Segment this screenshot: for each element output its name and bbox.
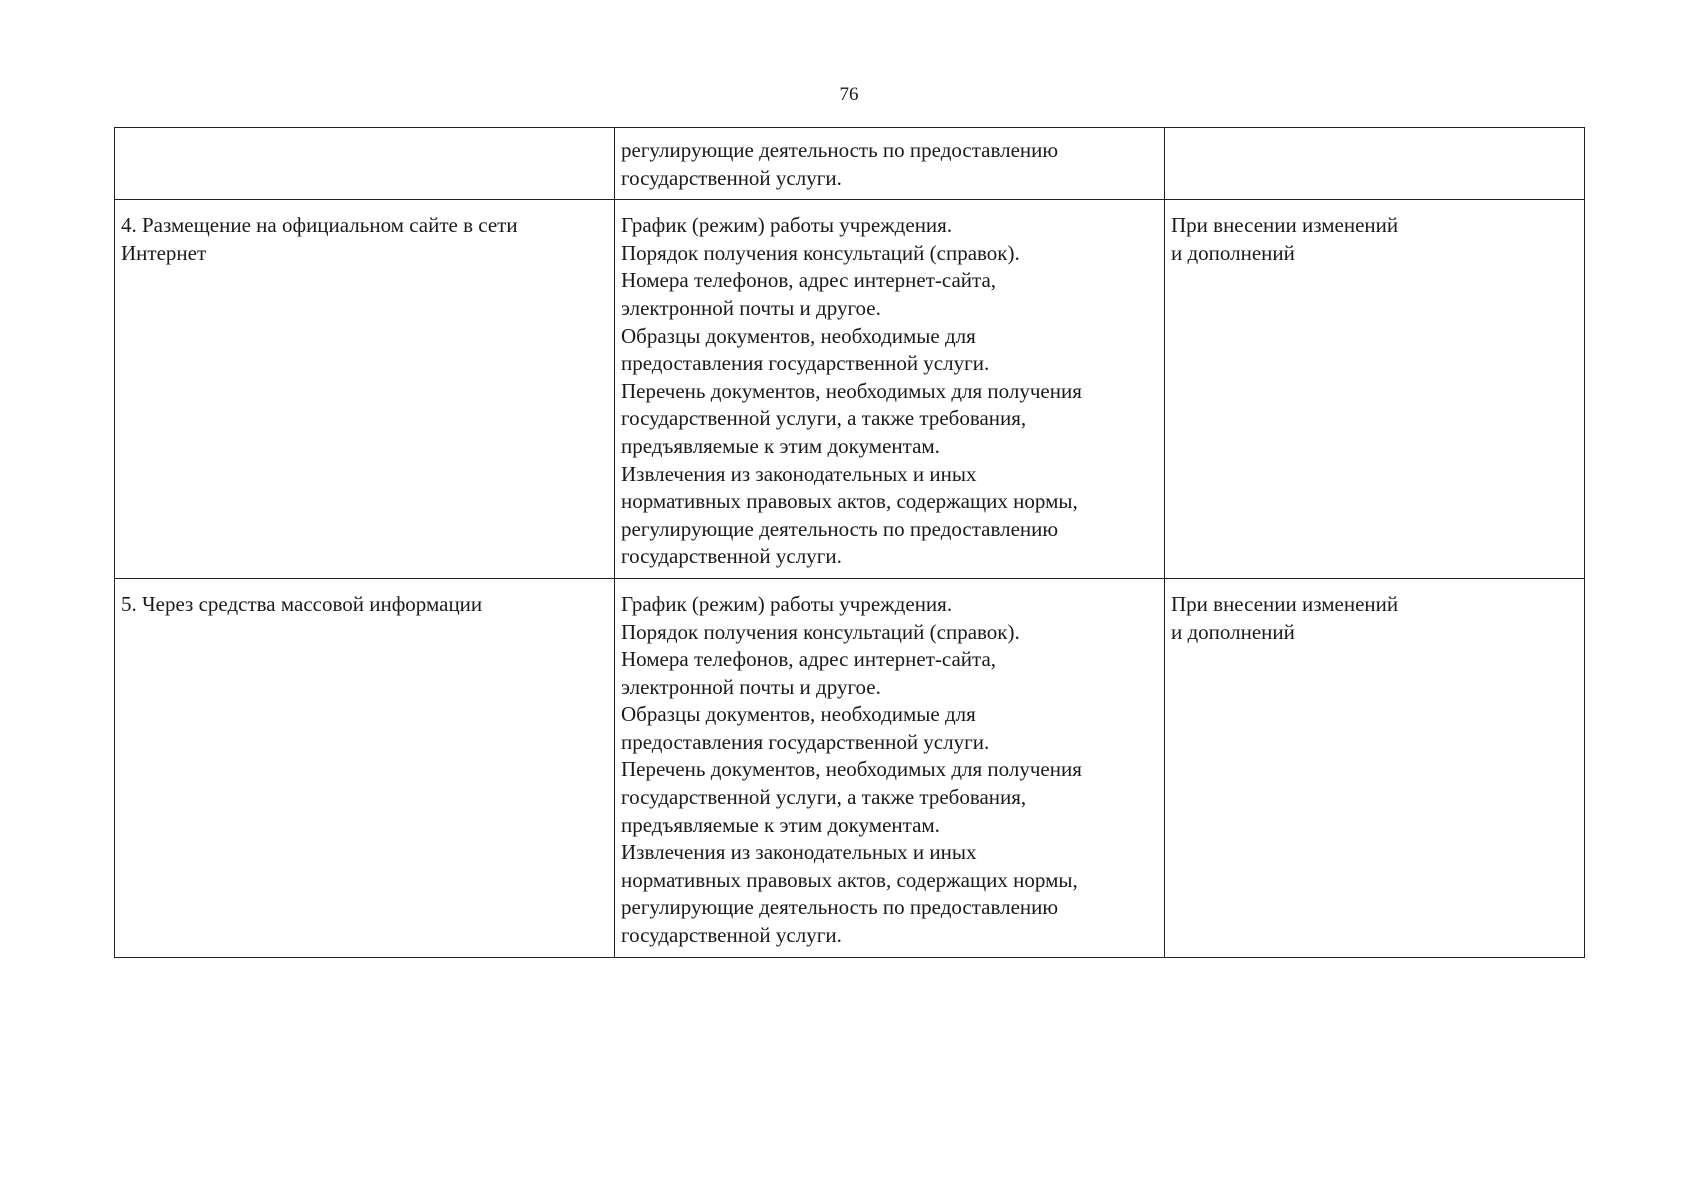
table-row bbox=[115, 578, 1585, 957]
table-row bbox=[115, 200, 1585, 579]
table-row bbox=[115, 128, 1585, 200]
cell-text-line: Интернет bbox=[121, 240, 207, 265]
info-table bbox=[114, 127, 1585, 958]
cell-text-line: электронной почты и другое. bbox=[621, 295, 881, 320]
cell-text-line: регулирующие деятельность по предоставлению bbox=[621, 516, 1059, 541]
cell-content bbox=[615, 200, 1165, 579]
cell-text-line: Порядок получения консультаций (справок). bbox=[621, 240, 1020, 265]
cell-frequency bbox=[1165, 578, 1585, 957]
cell-text-line: и дополнений bbox=[1171, 240, 1295, 265]
cell-text-line: Номера телефонов, адрес интернет-сайта, bbox=[621, 647, 997, 672]
cell-text-line: государственной услуги. bbox=[621, 165, 842, 190]
page-number: 76 bbox=[839, 84, 859, 105]
cell-text-line: Извлечения из законодательных и иных bbox=[621, 840, 977, 865]
cell-text-line: График (режим) работы учреждения. bbox=[621, 591, 953, 616]
cell-content bbox=[615, 128, 1165, 200]
cell-text-line: и дополнений bbox=[1171, 619, 1295, 644]
cell-text-line: Образцы документов, необходимые для bbox=[621, 702, 976, 727]
cell-text-line: нормативных правовых актов, содержащих нормы, bbox=[621, 489, 1078, 514]
cell-text-line: 5. Через средства массовой информации bbox=[121, 591, 483, 616]
cell-frequency bbox=[1165, 200, 1585, 579]
cell-text-line: предъявляемые к этим документам. bbox=[621, 433, 940, 458]
cell-text-line: предъявляемые к этим документам. bbox=[621, 812, 940, 837]
cell-text-line: 4. Размещение на официальном сайте в сети bbox=[121, 213, 518, 238]
cell-text-line: При внесении изменений bbox=[1171, 213, 1399, 238]
cell-text-line: государственной услуги, а также требования, bbox=[621, 406, 1027, 431]
cell-text-line: Перечень документов, необходимых для получения bbox=[621, 757, 1082, 782]
cell-text-line: Номера телефонов, адрес интернет-сайта, bbox=[621, 268, 997, 293]
cell-text-line: нормативных правовых актов, содержащих нормы, bbox=[621, 867, 1078, 892]
cell-method bbox=[115, 578, 615, 957]
cell-text-line: График (режим) работы учреждения. bbox=[621, 213, 953, 238]
cell-text-line: Порядок получения консультаций (справок). bbox=[621, 619, 1020, 644]
cell-text-line: Образцы документов, необходимые для bbox=[621, 323, 976, 348]
cell-text-line: государственной услуги, а также требования, bbox=[621, 785, 1027, 810]
cell-text-line: Перечень документов, необходимых для получения bbox=[621, 378, 1082, 403]
cell-text-line: электронной почты и другое. bbox=[621, 674, 881, 699]
cell-method bbox=[115, 128, 615, 200]
cell-text-line: Извлечения из законодательных и иных bbox=[621, 461, 977, 486]
cell-text-line: государственной услуги. bbox=[621, 544, 842, 569]
cell-text-line: предоставления государственной услуги. bbox=[621, 351, 990, 376]
cell-text-line: регулирующие деятельность по предоставлению bbox=[621, 895, 1059, 920]
cell-frequency bbox=[1165, 128, 1585, 200]
cell-content bbox=[615, 578, 1165, 957]
cell-text-line: При внесении изменений bbox=[1171, 591, 1399, 616]
cell-text-line: регулирующие деятельность по предоставлению bbox=[621, 138, 1059, 162]
cell-text-line: предоставления государственной услуги. bbox=[621, 729, 990, 754]
cell-text-line: государственной услуги. bbox=[621, 923, 842, 948]
cell-method bbox=[115, 200, 615, 579]
